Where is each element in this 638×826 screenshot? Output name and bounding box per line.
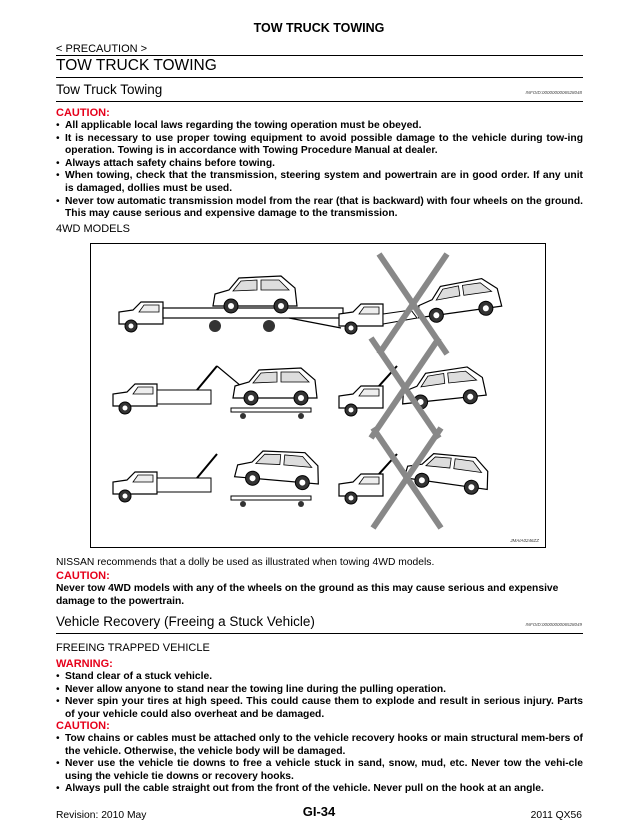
list-item: • All applicable local laws regarding the towing operation must be obeyed. <box>56 120 583 133</box>
models-heading: 4WD MODELS <box>56 223 130 235</box>
section-rule <box>56 77 583 78</box>
list-item: • Tow chains or cables must be attached only to the vehicle recovery hooks or main structural mem-bers of the vehicle. Otherwise, the vehicle body will be damaged. <box>56 733 583 758</box>
subsection-title: Tow Truck Towing <box>56 82 163 97</box>
figure-code: JMAIA0246ZZ <box>510 538 539 543</box>
towing-diagram-icon <box>91 244 547 549</box>
list-item: • Always attach safety chains before towing. <box>56 158 583 171</box>
caution-list <box>56 733 583 796</box>
caution-label: CAUTION: <box>56 570 110 582</box>
info-id: INFOID:0000000006528048 <box>525 90 582 95</box>
towing-illustration <box>90 243 546 548</box>
section-title: TOW TRUCK TOWING <box>56 57 217 74</box>
list-item: • When towing, check that the transmission, steering system and powertrain are in good order. If any unit is damaged, dollies must be used. <box>56 170 583 195</box>
list-item: • Never tow automatic transmission model from the rear (that is backward) with four wheels on the ground. This may cause serious and expensive damage to the transmission. <box>56 196 583 221</box>
revision-date: Revision: 2010 May <box>56 810 147 821</box>
caution-label: CAUTION: <box>56 720 110 732</box>
list-item: • It is necessary to use proper towing equipment to avoid possible damage to the vehicle during tow-ing operation. Towing is in accordance with Towing Procedure Manual at dealer. <box>56 133 583 158</box>
caution-list <box>56 120 583 221</box>
caution-text: Never tow 4WD models with any of the wheels on the ground as this may cause serious and expensive damage to the powertrain. <box>56 583 559 607</box>
subsection-title: Vehicle Recovery (Freeing a Stuck Vehicle) <box>56 614 315 629</box>
model-name: 2011 QX56 <box>530 810 582 821</box>
freeing-heading: FREEING TRAPPED VEHICLE <box>56 642 210 654</box>
page-header-title: TOW TRUCK TOWING <box>253 21 385 35</box>
list-item: • Never use the vehicle tie downs to free a vehicle stuck in sand, snow, mud, etc. Never tow the vehi-cle using the vehicle tie downs or recovery hooks. <box>56 758 583 783</box>
list-item: • Stand clear of a stuck vehicle. <box>56 671 583 684</box>
list-item: • Never allow anyone to stand near the towing line during the pulling operation. <box>56 684 583 697</box>
breadcrumb: < PRECAUTION > <box>56 43 148 55</box>
caution-label: CAUTION: <box>56 107 110 119</box>
warning-list <box>56 671 583 721</box>
header-rule <box>56 55 583 56</box>
info-id: INFOID:0000000006528049 <box>525 622 582 627</box>
subsection-rule <box>56 633 583 634</box>
list-item: • Never spin your tires at high speed. This could cause them to explode and result in serious injury. Parts of your vehicle could also overheat and be damaged. <box>56 696 583 721</box>
page-number: GI-34 <box>302 804 336 819</box>
warning-label: WARNING: <box>56 658 113 670</box>
dolly-note: NISSAN recommends that a dolly be used as illustrated when towing 4WD models. <box>56 557 435 568</box>
subsection-rule <box>56 101 583 102</box>
list-item: • Always pull the cable straight out from the front of the vehicle. Never pull on the hook at an angle. <box>56 783 583 796</box>
